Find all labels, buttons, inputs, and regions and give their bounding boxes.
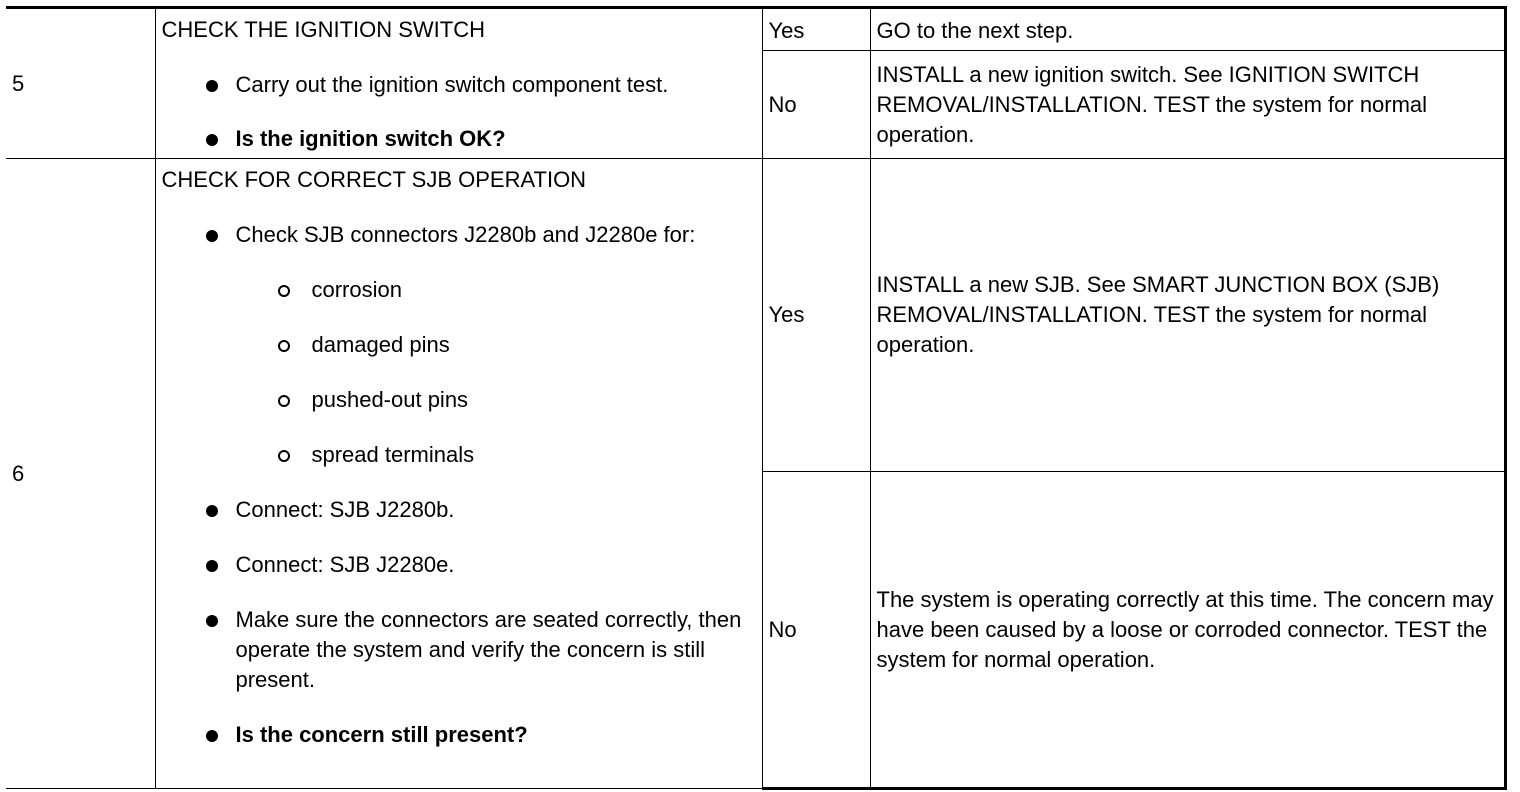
circle-bullet-icon bbox=[278, 340, 290, 352]
bullet-icon bbox=[206, 134, 218, 146]
sub-bullet-text: corrosion bbox=[311, 277, 402, 302]
step-6-row-yes bbox=[6, 159, 1505, 472]
bullet-text: Make sure the connectors are seated correctly, then operate the system and verify the concern is still present. bbox=[235, 607, 742, 692]
step-title: CHECK THE IGNITION SWITCH bbox=[161, 17, 485, 42]
step-number: 6 bbox=[6, 159, 155, 789]
bullet-text: Connect: SJB J2280b. bbox=[235, 497, 455, 522]
step-number: 5 bbox=[6, 8, 155, 159]
sub-bullet-text: damaged pins bbox=[311, 332, 450, 357]
result-text: The system is operating correctly at this time. The concern may have been caused by a loose or corroded connector. TEST the system for normal operation. bbox=[870, 472, 1505, 789]
sub-bullet-text: spread terminals bbox=[311, 442, 475, 467]
step-5-row-yes bbox=[6, 8, 1505, 51]
result-text: INSTALL a new ignition switch. See IGNITION SWITCH REMOVAL/INSTALLATION. TEST the system for normal operation. bbox=[870, 51, 1505, 159]
list-item bbox=[162, 550, 756, 580]
step-action bbox=[155, 159, 762, 789]
step-action bbox=[155, 8, 762, 159]
circle-bullet-icon bbox=[278, 450, 290, 462]
list-item bbox=[162, 605, 756, 695]
answer-yes: Yes bbox=[762, 8, 870, 51]
list-item bbox=[162, 124, 756, 154]
step-title: CHECK FOR CORRECT SJB OPERATION bbox=[161, 167, 587, 192]
list-item bbox=[162, 495, 756, 525]
list-item bbox=[162, 220, 756, 470]
answer-yes: Yes bbox=[762, 159, 870, 472]
list-item bbox=[160, 385, 756, 415]
question-text: Is the ignition switch OK? bbox=[235, 126, 506, 151]
sub-bullet-text: pushed-out pins bbox=[311, 387, 469, 412]
sub-bullet-list bbox=[236, 275, 756, 470]
circle-bullet-icon bbox=[278, 285, 290, 297]
bullet-text: Carry out the ignition switch component test. bbox=[235, 72, 669, 97]
bullet-icon bbox=[206, 80, 218, 92]
bullet-list bbox=[162, 70, 756, 154]
result-text: INSTALL a new SJB. See SMART JUNCTION BOX (SJB) REMOVAL/INSTALLATION. TEST the system for normal operation. bbox=[870, 159, 1505, 472]
bullet-icon bbox=[206, 730, 218, 742]
bullet-icon bbox=[206, 230, 218, 242]
list-item bbox=[160, 330, 756, 360]
bullet-icon bbox=[206, 505, 218, 517]
bullet-text: Check SJB connectors J2280b and J2280e for: bbox=[235, 222, 696, 247]
result-text: GO to the next step. bbox=[870, 8, 1505, 51]
list-item bbox=[162, 720, 756, 750]
bullet-icon bbox=[206, 615, 218, 627]
bullet-text: Connect: SJB J2280e. bbox=[235, 552, 455, 577]
bullet-icon bbox=[206, 560, 218, 572]
answer-no: No bbox=[762, 51, 870, 159]
circle-bullet-icon bbox=[278, 395, 290, 407]
diagnostic-steps-table bbox=[6, 6, 1507, 790]
list-item bbox=[160, 440, 756, 470]
question-text: Is the concern still present? bbox=[235, 722, 528, 747]
list-item bbox=[162, 70, 756, 100]
bullet-list bbox=[162, 220, 756, 750]
answer-no: No bbox=[762, 472, 870, 789]
list-item bbox=[160, 275, 756, 305]
